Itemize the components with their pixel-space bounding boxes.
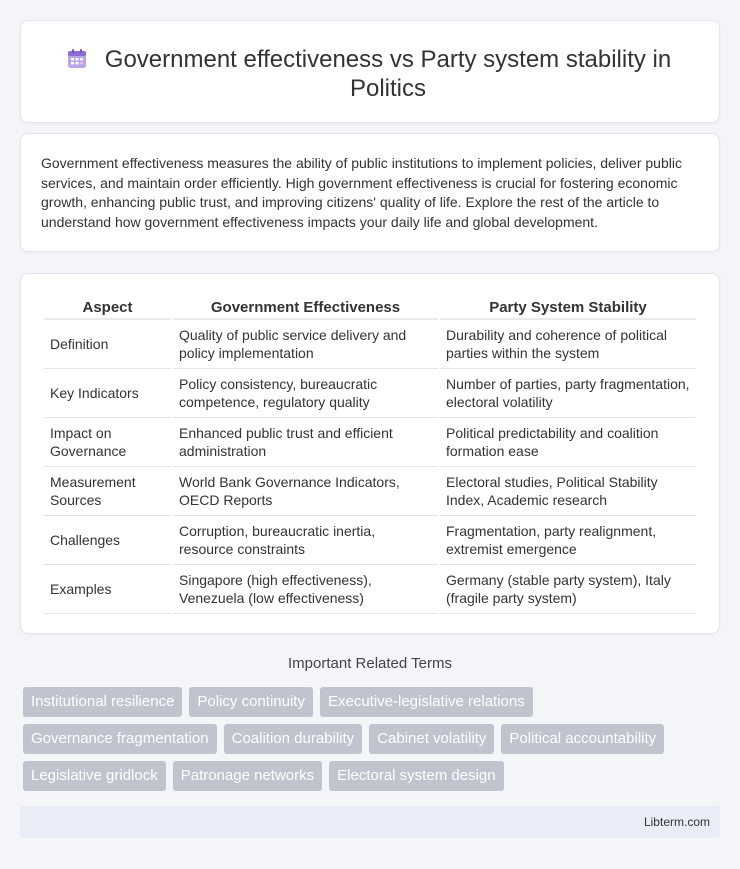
table-cell-aspect: Measurement Sources (44, 467, 171, 516)
related-term-tag[interactable]: Electoral system design (329, 761, 503, 791)
footer-site-link[interactable]: Libterm.com (643, 815, 710, 829)
table-row (44, 565, 696, 614)
related-term-tag[interactable]: Executive-legislative relations (320, 687, 533, 717)
table-cell-government-effectiveness: World Bank Governance Indicators, OECD Reports (173, 467, 438, 516)
table-cell-government-effectiveness: Singapore (high effectiveness), Venezuela (low effectiveness) (173, 565, 438, 614)
tag-row (23, 687, 723, 717)
table-cell-party-system-stability: Durability and coherence of political parties within the system (440, 320, 696, 369)
column-header-government-effectiveness: Government Effectiveness (173, 296, 438, 320)
table-row (44, 516, 696, 565)
table-cell-party-system-stability: Germany (stable party system), Italy (fragile party system) (440, 565, 696, 614)
footer-bar (20, 806, 720, 838)
related-terms-list (23, 687, 723, 798)
table-row (44, 418, 696, 467)
tag-row (23, 724, 723, 754)
title-card (20, 20, 720, 123)
column-header-party-system-stability: Party System Stability (440, 296, 696, 320)
table-cell-aspect: Challenges (44, 516, 171, 565)
related-term-tag[interactable]: Institutional resilience (23, 687, 182, 717)
related-term-tag[interactable]: Patronage networks (173, 761, 322, 791)
related-term-tag[interactable]: Legislative gridlock (23, 761, 166, 791)
related-term-tag[interactable]: Governance fragmentation (23, 724, 217, 754)
related-term-tag[interactable]: Cabinet volatility (369, 724, 494, 754)
table-cell-government-effectiveness: Policy consistency, bureaucratic competence, regulatory quality (173, 369, 438, 418)
intro-paragraph: Government effectiveness measures the ability of public institutions to implement policies, deliver public services, and maintain order efficiently. High government effectiveness is crucial for fostering economic growth, enhancing public trust, and improving citizens' quality of life. Explore the rest of the article to understand how government effectiveness impacts your daily life and global development. (41, 155, 682, 230)
table-cell-government-effectiveness: Quality of public service delivery and policy implementation (173, 320, 438, 369)
related-term-tag[interactable]: Policy continuity (189, 687, 313, 717)
table-cell-party-system-stability: Electoral studies, Political Stability Index, Academic research (440, 467, 696, 516)
tag-row (23, 761, 723, 791)
table-cell-party-system-stability: Political predictability and coalition formation ease (440, 418, 696, 467)
table-row (44, 369, 696, 418)
comparison-table-card (20, 273, 720, 634)
page-title: Government effectiveness vs Party system stability in Politics (104, 46, 672, 102)
related-term-tag[interactable]: Political accountability (501, 724, 664, 754)
table-cell-government-effectiveness: Corruption, bureaucratic inertia, resource constraints (173, 516, 438, 565)
table-cell-government-effectiveness: Enhanced public trust and efficient administration (173, 418, 438, 467)
table-cell-party-system-stability: Fragmentation, party realignment, extremist emergence (440, 516, 696, 565)
comparison-table (42, 296, 698, 614)
table-cell-aspect: Key Indicators (44, 369, 171, 418)
table-cell-aspect: Examples (44, 565, 171, 614)
table-cell-aspect: Impact on Governance (44, 418, 171, 467)
column-header-aspect: Aspect (44, 296, 171, 320)
table-row (44, 320, 696, 369)
related-terms-heading: Important Related Terms (288, 655, 452, 672)
intro-card (20, 133, 720, 252)
related-term-tag[interactable]: Coalition durability (224, 724, 363, 754)
table-header-row (44, 296, 696, 320)
table-row (44, 467, 696, 516)
table-cell-aspect: Definition (44, 320, 171, 369)
table-cell-party-system-stability: Number of parties, party fragmentation, electoral volatility (440, 369, 696, 418)
